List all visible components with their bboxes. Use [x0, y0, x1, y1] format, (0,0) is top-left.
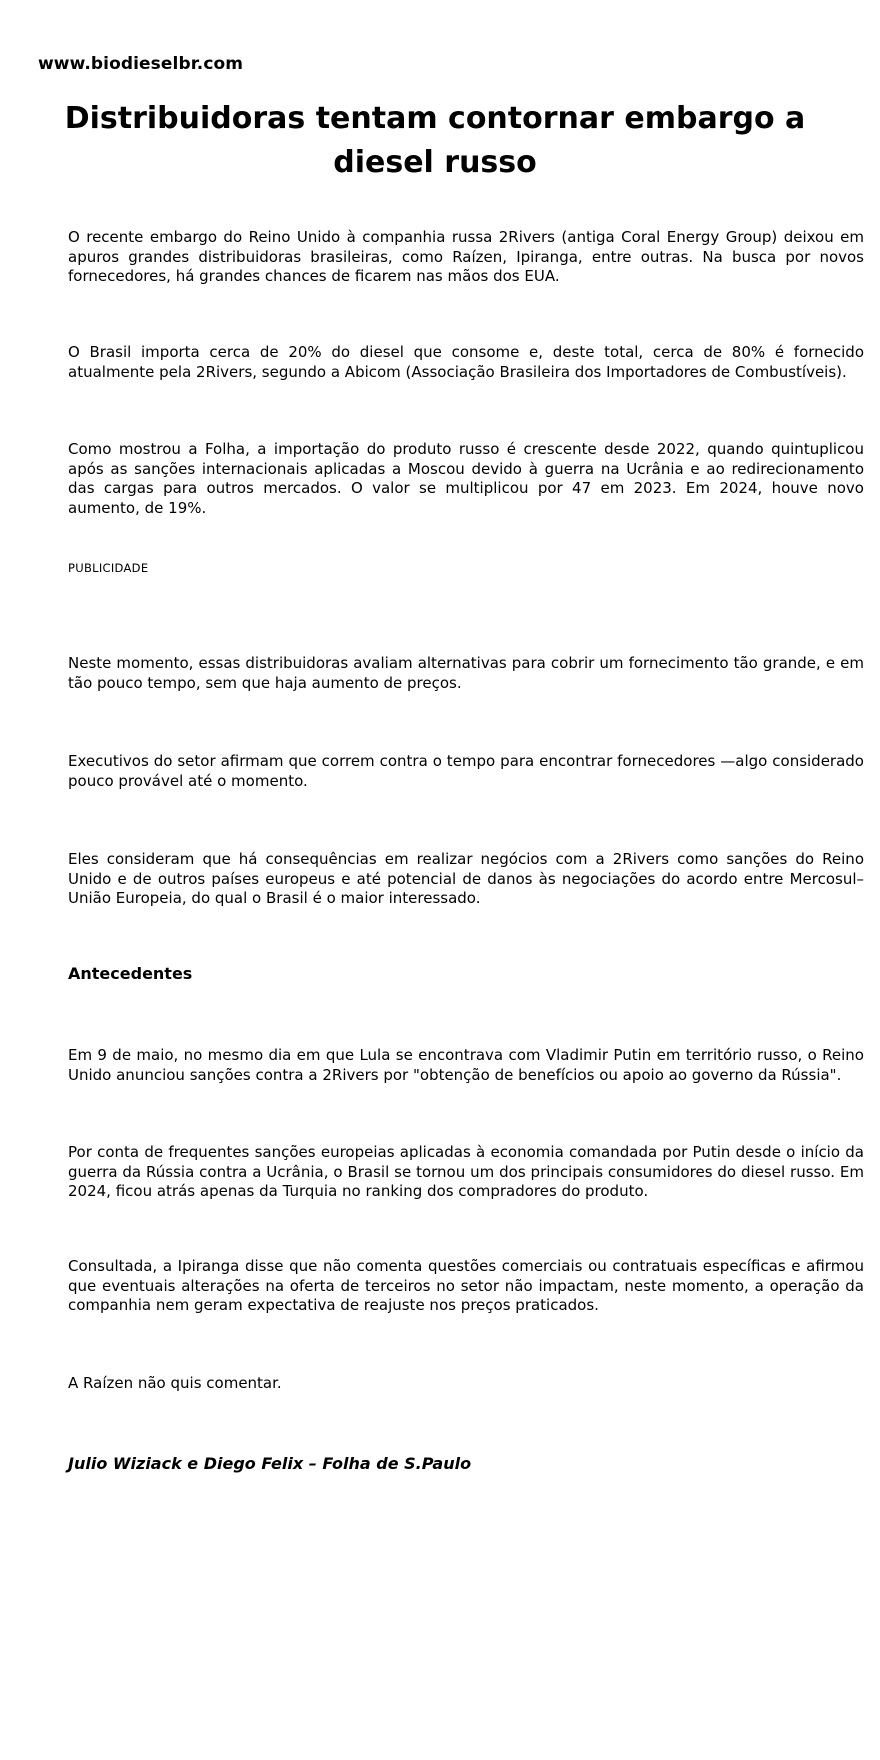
paragraph-9: Consultada, a Ipiranga disse que não comenta questões comerciais ou contratuais específicas e afirmou que eventuais alterações na oferta de terceiros no setor não impactam, neste momento, a operação da companhia nem geram expectativa de reajuste nos preços praticados.	[68, 1257, 864, 1314]
byline: Julio Wiziack e Diego Felix – Folha de S.Paulo	[68, 1454, 472, 1473]
article-title: Distribuidoras tentam contornar embargo a diesel russo	[64, 101, 806, 180]
paragraph-8: Por conta de frequentes sanções europeias aplicadas à economia comandada por Putin desde o início da guerra da Rússia contra a Ucrânia, o Brasil se tornou um dos principais consumidores do diesel russo. Em 2024, ficou atrás apenas da Turquia no ranking dos compradores do produto.	[68, 1143, 864, 1200]
advertisement-label: PUBLICIDADE	[68, 561, 149, 575]
paragraph-3: Como mostrou a Folha, a importação do produto russo é crescente desde 2022, quando quintuplicou após as sanções internacionais aplicadas a Moscou devido à guerra na Ucrânia e ao redirecionamento das cargas para outros mercados. O valor se multiplicou por 47 em 2023. Em 2024, houve novo aumento, de 19%.	[68, 440, 864, 517]
paragraph-7: Em 9 de maio, no mesmo dia em que Lula se encontrava com Vladimir Putin em território russo, o Reino Unido anunciou sanções contra a 2Rivers por "obtenção de benefícios ou apoio ao governo da Rússia".	[68, 1046, 864, 1084]
paragraph-1: O recente embargo do Reino Unido à companhia russa 2Rivers (antiga Coral Energy Group) deixou em apuros grandes distribuidoras brasileiras, como Raízen, Ipiranga, entre outras. Na busca por novos fornecedores, há grandes chances de ficarem nas mãos dos EUA.	[68, 228, 864, 285]
section-heading: Antecedentes	[68, 964, 193, 983]
site-url[interactable]: www.biodieselbr.com	[38, 54, 244, 74]
paragraph-4: Neste momento, essas distribuidoras avaliam alternativas para cobrir um fornecimento tão grande, e em tão pouco tempo, sem que haja aumento de preços.	[68, 654, 864, 692]
paragraph-2: O Brasil importa cerca de 20% do diesel que consome e, deste total, cerca de 80% é fornecido atualmente pela 2Rivers, segundo a Abicom (Associação Brasileira dos Importadores de Combustíveis).	[68, 343, 864, 381]
paragraph-10: A Raízen não quis comentar.	[68, 1374, 282, 1392]
paragraph-5: Executivos do setor afirmam que correm contra o tempo para encontrar fornecedores —algo considerado pouco provável até o momento.	[68, 752, 864, 790]
paragraph-6: Eles consideram que há consequências em realizar negócios com a 2Rivers como sanções do Reino Unido e de outros países europeus e até potencial de danos às negociações do acordo entre Mercosul–União Europeia, do qual o Brasil é o maior interessado.	[68, 850, 864, 907]
